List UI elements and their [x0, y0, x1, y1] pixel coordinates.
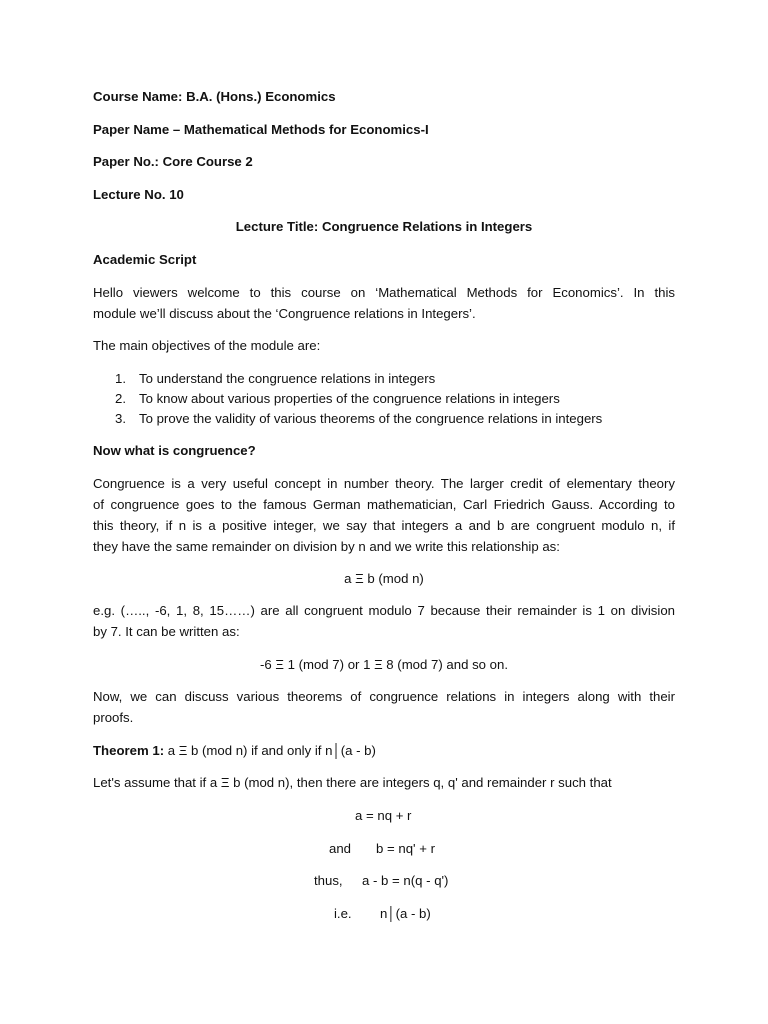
objective-text: To know about various properties of the congruence relations in integers	[139, 391, 560, 406]
objective-text: To understand the congruence relations in integers	[139, 371, 436, 386]
theorem-1	[93, 740, 675, 761]
congruence-heading: Now what is congruence?	[93, 443, 256, 458]
congruence-para-line: this theory, if n is a positive integer, we say that integers a and b are congruent modulo n, if	[93, 518, 675, 533]
objective-item	[115, 368, 675, 389]
intro-line-2: module we’ll discuss about the ‘Congruence relations in Integers’.	[93, 306, 476, 321]
theorem-label: Theorem 1:	[93, 743, 165, 758]
theorem-statement: a Ξ b (mod n) if and only if n│(a - b)	[164, 743, 376, 758]
theorems-intro-line: Now, we can discuss various theorems of congruence relations in integers along with their	[93, 689, 675, 704]
proof-step-expr: n│(a - b)	[380, 906, 431, 921]
lecture-title: Lecture Title: Congruence Relations in Integers	[235, 219, 533, 234]
proof-intro: Let's assume that if a Ξ b (mod n), then there are integers q, q' and remainder r such that	[93, 775, 612, 790]
proof-step-expr: a - b = n(q - q')	[362, 873, 449, 888]
congruence-para-line: of congruence goes to the famous German mathematician, Carl Friedrich Gauss. According to	[93, 497, 675, 512]
course-name: Course Name: B.A. (Hons.) Economics	[93, 89, 336, 104]
example-line: e.g. (….., -6, 1, 8, 15……) are all congruent modulo 7 because their remainder is 1 on division	[93, 603, 675, 618]
academic-script-heading: Academic Script	[93, 252, 197, 267]
proof-step-prefix: thus,	[314, 873, 343, 888]
congruence-para-line: they have the same remainder on division by n and we write this relationship as:	[93, 539, 560, 554]
example-equation: -6 Ξ 1 (mod 7) or 1 Ξ 8 (mod 7) and so on.	[259, 657, 509, 672]
lecture-number: Lecture No. 10	[93, 187, 184, 202]
objective-number: 3.	[115, 411, 126, 426]
proof-step-expr: b = nq' + r	[376, 841, 435, 856]
objective-number: 1.	[115, 371, 126, 386]
intro-line-1: Hello viewers welcome to this course on ‘Mathematical Methods for Economics’. In this	[93, 285, 675, 300]
proof-step-expr: a = nq + r	[355, 808, 412, 823]
objective-number: 2.	[115, 391, 126, 406]
paper-number: Paper No.: Core Course 2	[93, 154, 253, 169]
congruence-para-line: Congruence is a very useful concept in number theory. The larger credit of elementary theory	[93, 476, 675, 491]
paper-name: Paper Name – Mathematical Methods for Economics-I	[93, 122, 429, 137]
objective-text: To prove the validity of various theorems of the congruence relations in integers	[139, 411, 603, 426]
example-line: by 7. It can be written as:	[93, 624, 240, 639]
objective-item	[115, 408, 675, 429]
objective-item	[115, 388, 675, 409]
proof-step-prefix: i.e.	[334, 906, 352, 921]
theorems-intro-line: proofs.	[93, 710, 134, 725]
congruence-equation: a Ξ b (mod n)	[344, 571, 424, 586]
objectives-lead: The main objectives of the module are:	[93, 338, 321, 353]
proof-step-prefix: and	[329, 841, 352, 856]
